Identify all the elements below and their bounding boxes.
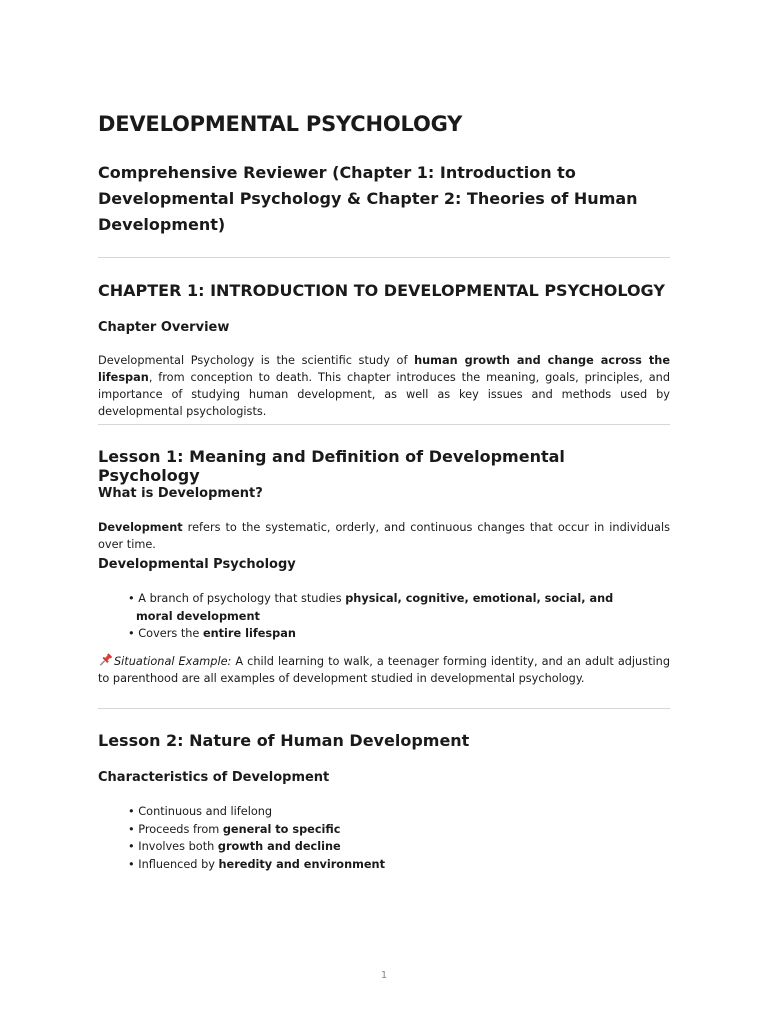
characteristics-heading: Characteristics of Development [98, 770, 330, 785]
list-item-text: Involves both [138, 840, 218, 853]
situational-example [98, 653, 670, 687]
chapter-overview-heading: Chapter Overview [98, 320, 230, 335]
list-item-text: Continuous and lifelong [138, 805, 273, 818]
list-item-text: Influenced by [138, 857, 219, 871]
list-item-text: Covers the [138, 627, 203, 640]
lesson-1-heading: Lesson 1: Meaning and Definition of Developmental Psychology [98, 447, 565, 485]
document-title: DEVELOPMENTAL PSYCHOLOGY [98, 112, 463, 136]
development-definition [98, 519, 670, 553]
pushpin-icon [98, 653, 113, 667]
bullet-mark: • [128, 627, 135, 640]
bullet-mark: • [128, 805, 135, 818]
page-number: 1 [380, 970, 388, 981]
chapter-1-heading: CHAPTER 1: INTRODUCTION TO DEVELOPMENTAL PSYCHOLOGY [98, 281, 665, 300]
lesson-1-bullet-list [128, 590, 648, 643]
list-item-text: A branch of psychology that studies [138, 592, 346, 605]
bullet-mark: • [128, 822, 135, 836]
what-is-development-heading: What is Development? [98, 486, 263, 501]
overview-bold: human growth and change across the lifespan [98, 354, 670, 384]
definition-text: refers to the systematic, orderly, and continuous changes that occur in individuals over time. [98, 521, 670, 551]
overview-text-2: , from conception to death. This chapter introduces the meaning, goals, principles, and importance of studying human development, as well as key issues and methods used by developmental psychologists. [98, 371, 670, 418]
list-item [128, 856, 648, 874]
divider [98, 708, 670, 709]
list-item [128, 821, 648, 839]
lesson-2-heading: Lesson 2: Nature of Human Development [98, 731, 470, 750]
chapter-overview-paragraph [98, 352, 670, 420]
list-item-bold: general to specific [222, 822, 341, 836]
list-item-bold: entire lifespan [202, 627, 296, 640]
list-item-bold: growth and decline [217, 840, 341, 853]
list-item [128, 625, 648, 643]
bullet-mark: • [128, 857, 135, 871]
developmental-psychology-heading: Developmental Psychology [98, 557, 296, 572]
definition-term: Development [98, 521, 183, 534]
bullet-mark: • [128, 592, 135, 605]
overview-text-1: Developmental Psychology is the scientific study of [98, 354, 415, 367]
divider [98, 424, 670, 425]
example-text: A child learning to walk, a teenager forming identity, and an adult adjusting to parenthood are all examples of development studied in developmental psychology. [98, 655, 671, 685]
list-item [128, 838, 648, 856]
list-item-bold: heredity and environment [218, 857, 385, 871]
divider [98, 257, 670, 258]
list-item-bold: physical, cognitive, emotional, social, and moral development [136, 592, 614, 623]
bullet-mark: • [128, 840, 135, 853]
list-item-text: Proceeds from [138, 822, 223, 836]
list-item [128, 590, 648, 625]
example-label: Situational Example: [114, 655, 232, 668]
lesson-2-bullet-list [128, 803, 648, 873]
document-subtitle: Comprehensive Reviewer (Chapter 1: Introduction to Developmental Psychology & Chapter 2: Theories of Human Development) [98, 163, 638, 234]
list-item [128, 803, 648, 821]
